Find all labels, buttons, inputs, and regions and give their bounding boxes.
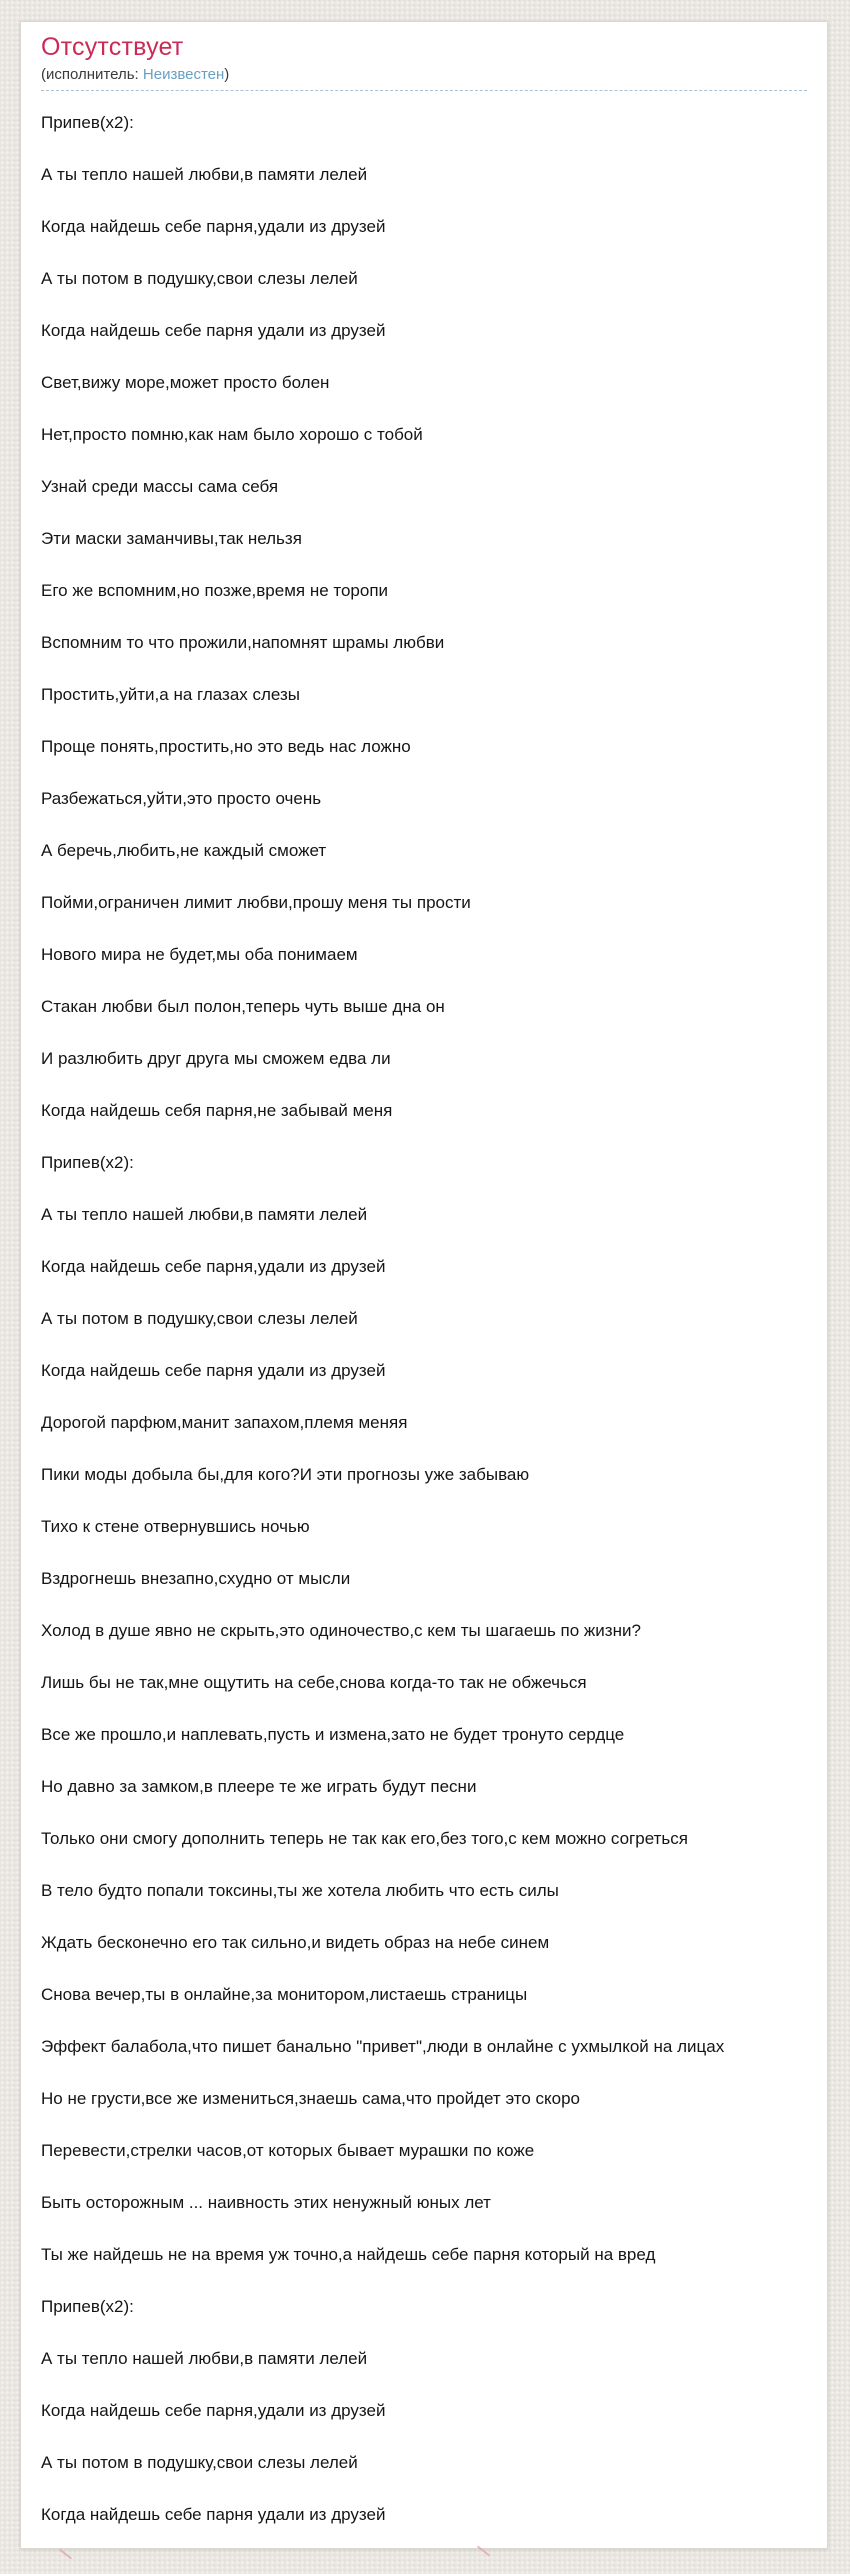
lyric-line: А ты тепло нашей любви,в памяти лелей (41, 165, 368, 184)
lyric-line: А ты потом в подушку,свои слезы лелей (41, 2453, 358, 2472)
lyric-line: Когда найдешь себе парня,удали из друзей (41, 1257, 386, 1276)
lyric-line: А ты тепло нашей любви,в памяти лелей (41, 2349, 368, 2368)
artist-label-close: ) (224, 66, 230, 83)
lyric-line: Перевести,стрелки часов,от которых бывает мурашки по коже (41, 2141, 535, 2160)
lyric-line: Все же прошло,и наплевать,пусть и измена,зато не будет тронуто сердце (41, 1725, 625, 1744)
lyric-line: Только они смогу дополнить теперь не так как его,без того,с кем можно согреться (41, 1829, 688, 1848)
lyric-line: Припев(x2): (41, 113, 134, 132)
lyrics-text (41, 97, 807, 2541)
lyric-line: Холод в душе явно не скрыть,это одиночество,с кем ты шагаешь по жизни? (41, 1621, 641, 1640)
lyric-line: Быть осторожным ... наивность этих ненужный юных лет (41, 2193, 491, 2212)
lyric-line: Когда найдешь себе парня удали из друзей (41, 2505, 386, 2524)
artist-label: (исполнитель: (41, 66, 139, 83)
lyric-line: Лишь бы не так,мне ощутить на себе,снова когда-то так не обжечься (41, 1673, 587, 1692)
lyrics-card (20, 21, 828, 2549)
lyric-line: Узнай среди массы сама себя (41, 477, 279, 496)
lyric-line: Вспомним то что прожили,напомнят шрамы любви (41, 633, 445, 652)
lyric-line: Снова вечер,ты в онлайне,за монитором,листаешь страницы (41, 1985, 528, 2004)
lyric-line: Проще понять,простить,но это ведь нас ложно (41, 737, 411, 756)
lyric-line: Но давно за замком,в плеере те же играть будут песни (41, 1777, 477, 1796)
lyric-line: А беречь,любить,не каждый сможет (41, 841, 327, 860)
lyric-line: Нового мира не будет,мы оба понимаем (41, 945, 358, 964)
lyric-line: Когда найдешь себе парня,удали из друзей (41, 2401, 386, 2420)
page-title (41, 32, 807, 62)
lyric-line: И разлюбить друг друга мы сможем едва ли (41, 1049, 391, 1068)
lyric-line: Когда найдешь себя парня,не забывай меня (41, 1101, 393, 1120)
lyric-line: А ты тепло нашей любви,в памяти лелей (41, 1205, 368, 1224)
song-title-link[interactable]: Отсутствует (41, 33, 184, 61)
lyric-line: Припев(x2): (41, 2297, 134, 2316)
dashed-separator (41, 90, 807, 91)
lyric-line: Пики моды добыла бы,для кого?И эти прогнозы уже забываю (41, 1465, 530, 1484)
lyric-line: А ты потом в подушку,свои слезы лелей (41, 1309, 358, 1328)
lyric-line: Дорогой парфюм,манит запахом,племя меняя (41, 1413, 408, 1432)
lyric-line: Припев(x2): (41, 1153, 134, 1172)
lyric-line: В тело будто попали токсины,ты же хотела любить что есть силы (41, 1881, 559, 1900)
lyric-line: Разбежаться,уйти,это просто очень (41, 789, 322, 808)
lyric-line: Когда найдешь себе парня,удали из друзей (41, 217, 386, 236)
lyric-line: Когда найдешь себе парня удали из друзей (41, 1361, 386, 1380)
stitch-mark (59, 2549, 72, 2560)
lyric-line: Но не грусти,все же измениться,знаешь сама,что пройдет это скоро (41, 2089, 581, 2108)
lyric-line: Свет,вижу море,может просто болен (41, 373, 330, 392)
lyric-line: Его же вспомним,но позже,время не торопи (41, 581, 389, 600)
lyric-line: Вздрогнешь внезапно,схудно от мысли (41, 1569, 351, 1588)
artist-link[interactable]: Неизвестен (142, 66, 225, 83)
lyric-line: Эти маски заманчивы,так нельзя (41, 529, 302, 548)
lyric-line: Эффект балабола,что пишет банально "привет",люди в онлайне с ухмылкой на лицах (41, 2037, 725, 2056)
lyric-line: Простить,уйти,а на глазах слезы (41, 685, 301, 704)
artist-line (41, 64, 807, 85)
lyric-line: Ты же найдешь не на время уж точно,а найдешь себе парня который на вред (41, 2245, 656, 2264)
lyric-line: Нет,просто помню,как нам было хорошо с тобой (41, 425, 423, 444)
lyric-line: Тихо к стене отвернувшись ночью (41, 1517, 310, 1536)
lyric-line: Ждать бесконечно его так сильно,и видеть образ на небе синем (41, 1933, 550, 1952)
lyric-line: Когда найдешь себе парня удали из друзей (41, 321, 386, 340)
lyric-line: Стакан любви был полон,теперь чуть выше дна он (41, 997, 445, 1016)
lyric-line: Пойми,ограничен лимит любви,прошу меня ты прости (41, 893, 471, 912)
lyric-line: А ты потом в подушку,свои слезы лелей (41, 269, 358, 288)
